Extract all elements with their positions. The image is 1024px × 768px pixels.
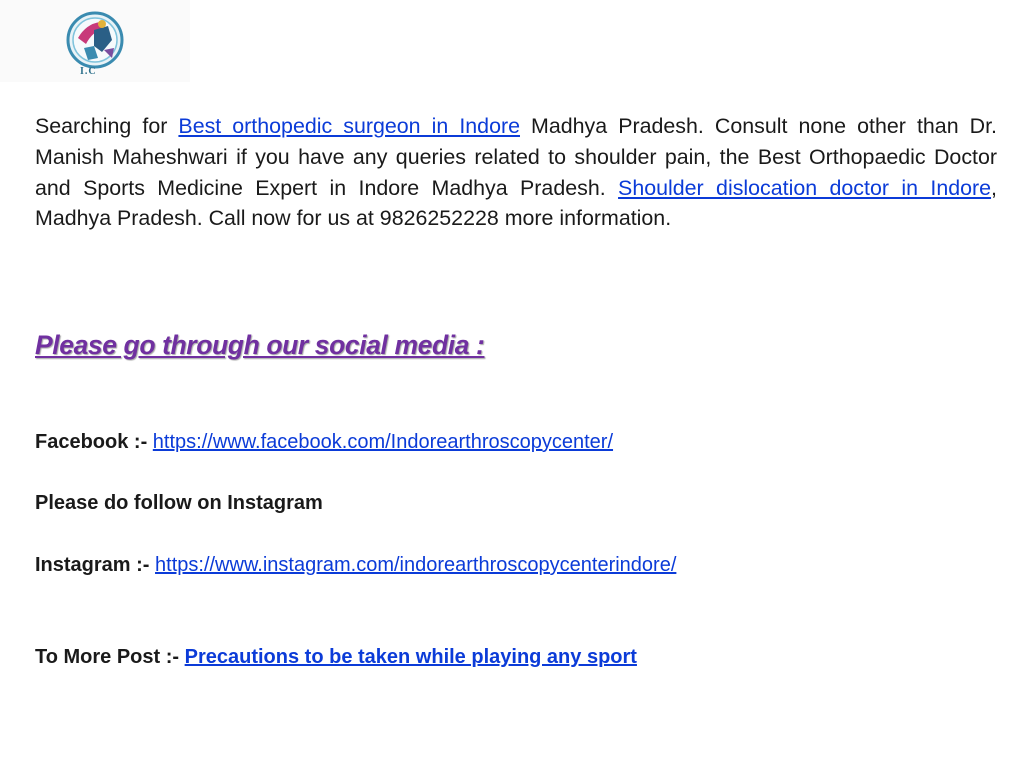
clinic-logo-icon — [64, 10, 130, 80]
logo-area — [0, 0, 190, 82]
precautions-post-link[interactable]: Precautions to be taken while playing any sport — [184, 646, 637, 668]
facebook-link[interactable]: https://www.facebook.com/Indorearthroscopycenter/ — [152, 431, 614, 453]
facebook-label: Facebook :- — [35, 431, 153, 453]
instagram-label: Instagram :- — [35, 554, 156, 576]
more-post-line — [35, 646, 637, 669]
social-media-heading: Please go through our social media : — [35, 330, 485, 360]
logo-initials: I.C — [80, 66, 97, 77]
follow-label: Please do follow on Instagram — [35, 492, 323, 514]
shoulder-dislocation-doctor-link[interactable]: Shoulder dislocation doctor in Indore — [618, 175, 992, 200]
instagram-link[interactable]: https://www.instagram.com/indorearthroscopycenterindore/ — [155, 554, 677, 576]
intro-paragraph — [35, 111, 997, 234]
intro-text-1: Searching for — [35, 114, 179, 138]
facebook-line — [35, 431, 613, 454]
intro-text-3: , Madhya Pradesh. Call now for us at 9826252228 more information. — [35, 175, 997, 231]
best-orthopedic-surgeon-link[interactable]: Best orthopedic surgeon in Indore — [178, 114, 520, 138]
more-post-label: To More Post :- — [35, 646, 185, 668]
follow-instagram-text — [35, 492, 323, 515]
instagram-line — [35, 554, 676, 577]
intro-text-2: Madhya Pradesh. Consult none other than Dr. Manish Maheshwari if you have any queries related to shoulder pain, the Best Orthopaedic Doctor and Sports Medicine Expert in Indore Madhya Pradesh. — [35, 114, 997, 200]
